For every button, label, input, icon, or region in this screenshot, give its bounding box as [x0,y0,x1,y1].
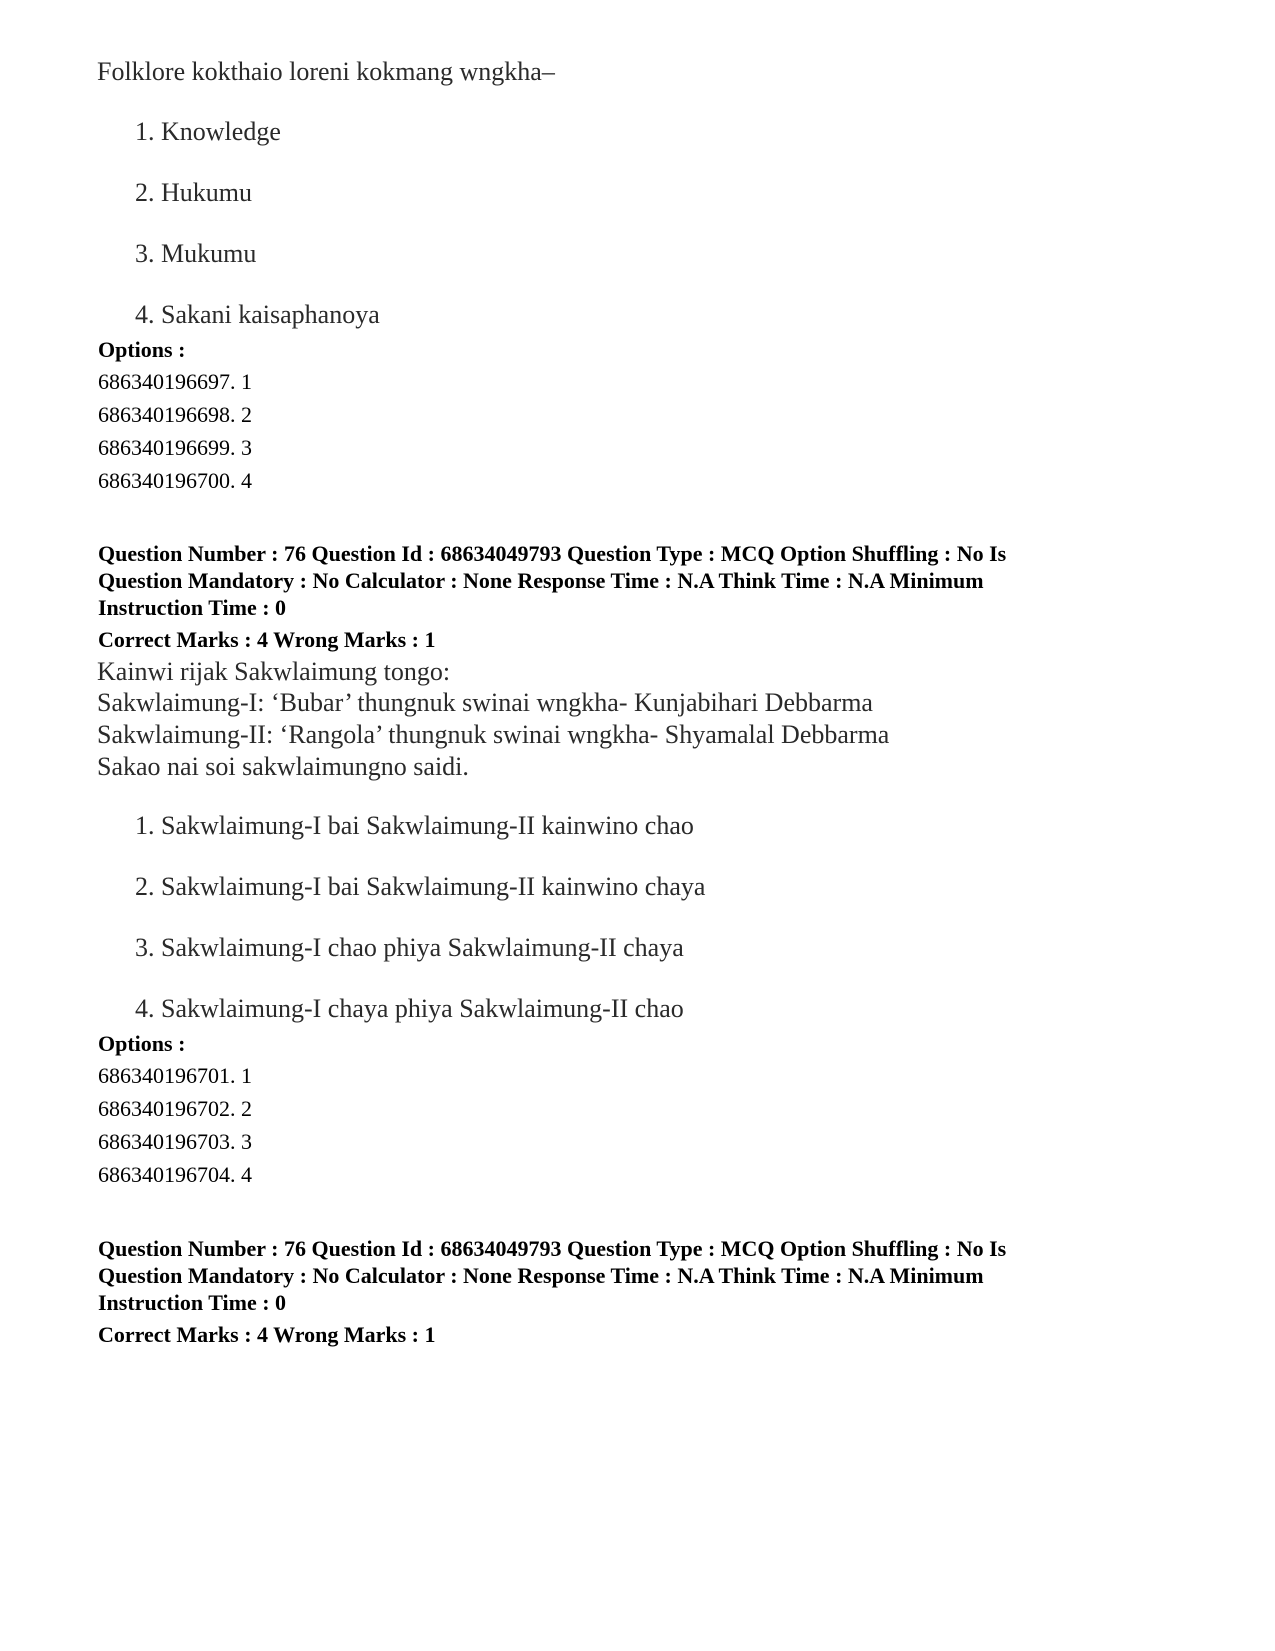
question-meta [98,1235,1006,1350]
meta-line: Question Number : 76 Question Id : 68634049793 Question Type : MCQ Option Shuffling : No Is [98,541,1007,566]
question-item: 4. Sakwlaimung-I chaya phiya Sakwlaimung-II chao [135,994,684,1023]
options-block [98,1030,252,1191]
stem-line: Sakwlaimung-II: ‘Rangola’ thungnuk swinai wngkha- Shyamalal Debbarma [97,720,890,749]
meta-line: Question Number : 76 Question Id : 68634049793 Question Type : MCQ Option Shuffling : No Is [98,1236,1007,1261]
question-item: 3. Sakwlaimung-I chao phiya Sakwlaimung-II chaya [135,933,684,962]
marks-line: Correct Marks : 4 Wrong Marks : 1 [98,627,436,652]
option-line: 686340196702. 2 [98,1096,252,1121]
option-line: 686340196701. 1 [98,1063,252,1088]
stem-line: Sakwlaimung-I: ‘Bubar’ thungnuk swinai wngkha- Kunjabihari Debbarma [97,688,873,717]
option-line: 686340196699. 3 [98,435,252,460]
option-line: 686340196698. 2 [98,402,252,427]
question-item: 3. Mukumu [135,239,257,268]
option-line: 686340196704. 4 [98,1162,252,1187]
option-line: 686340196697. 1 [98,369,252,394]
options-label: Options : [98,337,186,362]
options-block [98,336,252,497]
stem-line: Sakao nai soi sakwlaimungno saidi. [97,752,469,781]
question-stem: Folklore kokthaio loreni kokmang wngkha– [97,57,555,86]
question-meta [98,540,1006,655]
question-76-image [97,655,1000,1025]
question-item: 1. Sakwlaimung-I bai Sakwlaimung-II kainwino chao [135,811,694,840]
question-item: 2. Hukumu [135,178,252,207]
options-label: Options : [98,1031,186,1056]
stem-line: Kainwi rijak Sakwlaimung tongo: [97,657,451,686]
meta-line: Question Mandatory : No Calculator : None Response Time : N.A Think Time : N.A Minimum [98,568,984,593]
question-item: 1. Knowledge [135,117,281,146]
meta-line: Instruction Time : 0 [98,595,287,620]
question-75-image [97,55,800,335]
question-item: 4. Sakani kaisaphanoya [135,300,380,329]
option-line: 686340196703. 3 [98,1129,252,1154]
meta-line: Question Mandatory : No Calculator : None Response Time : N.A Think Time : N.A Minimum [98,1263,984,1288]
marks-line: Correct Marks : 4 Wrong Marks : 1 [98,1322,436,1347]
option-line: 686340196700. 4 [98,468,252,493]
question-item: 2. Sakwlaimung-I bai Sakwlaimung-II kainwino chaya [135,872,706,901]
meta-line: Instruction Time : 0 [98,1290,287,1315]
